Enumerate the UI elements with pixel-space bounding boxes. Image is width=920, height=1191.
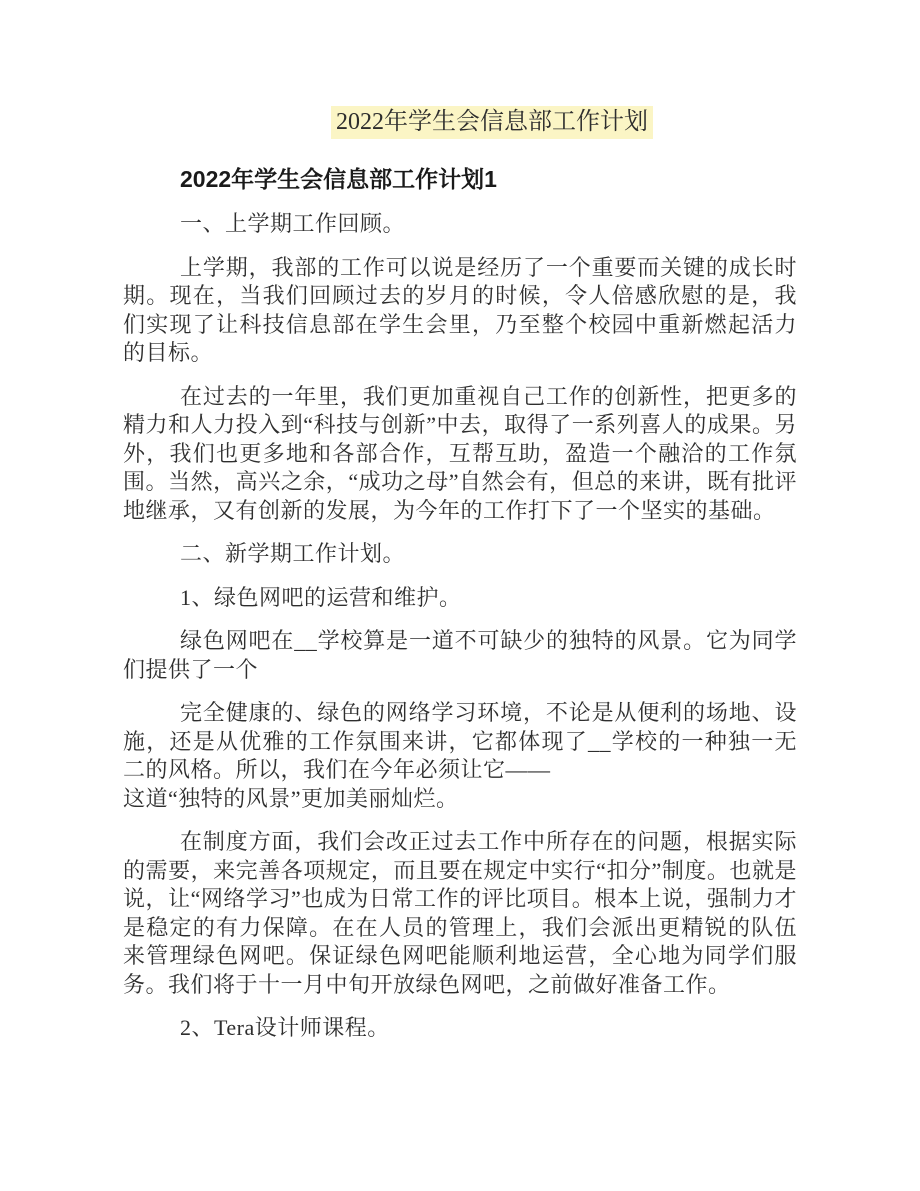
section-line-new-plan: 二、新学期工作计划。 bbox=[180, 541, 406, 566]
doc-subtitle: 2022年学生会信息部工作计划1 bbox=[180, 166, 497, 192]
section-line-review: 一、上学期工作回顾。 bbox=[180, 211, 406, 236]
paragraph-review-1: 上学期，我部的工作可以说是经历了一个重要而关键的成长时期。现在，当我们回顾过去的岁月的时候，令人倍感欣慰的是，我们实现了让科技信息部在学生会里，乃至整个校园中重新燃起活力的目标。 bbox=[123, 254, 797, 365]
paragraph-green-cafe-2: 完全健康的、绿色的网络学习环境，不论是从便利的场地、设施，还是从优雅的工作氛围来讲，它都体现了__学校的一种独一无二的风格。所以，我们在今年必须让它—— bbox=[123, 700, 797, 782]
paragraph-review-2: 在过去的一年里，我们更加重视自己工作的创新性，把更多的精力和人力投入到“科技与创新”中去，取得了一系列喜人的成果。另外，我们也更多地和各部合作，互帮互助，盈造一个融洽的工作氛围。当然，高兴之余，“成功之母”自然会有，但总的来讲，既有批评地继承，又有创新的发展，为今年的工作打下了一个坚实的基础。 bbox=[123, 383, 797, 523]
paragraph-rules: 在制度方面，我们会改正过去工作中所存在的问题，根据实际的需要，来完善各项规定，而且要在规定中实行“扣分”制度。也就是说，让“网络学习”也成为日常工作的评比项目。根本上说，强制力才是稳定的有力保障。在在人员的管理上，我们会派出更精锐的队伍来管理绿色网吧。保证绿色网吧能顺利地运营，全心地为同学们服务。我们将于十一月中旬开放绿色网吧，之前做好准备工作。 bbox=[123, 829, 797, 997]
paragraph-green-cafe-1: 绿色网吧在__学校算是一道不可缺少的独特的风景。它为同学们提供了一个 bbox=[123, 628, 797, 682]
item-line-green-cafe: 1、绿色网吧的运营和维护。 bbox=[180, 584, 462, 610]
doc-title-row bbox=[123, 104, 797, 140]
paragraph-green-cafe-2-continuation: 这道“独特的风景”更加美丽灿烂。 bbox=[123, 785, 459, 811]
item-line-tera-course: 2、Tera设计师课程。 bbox=[180, 1015, 390, 1040]
doc-title: 2022年学生会信息部工作计划 bbox=[331, 106, 653, 139]
